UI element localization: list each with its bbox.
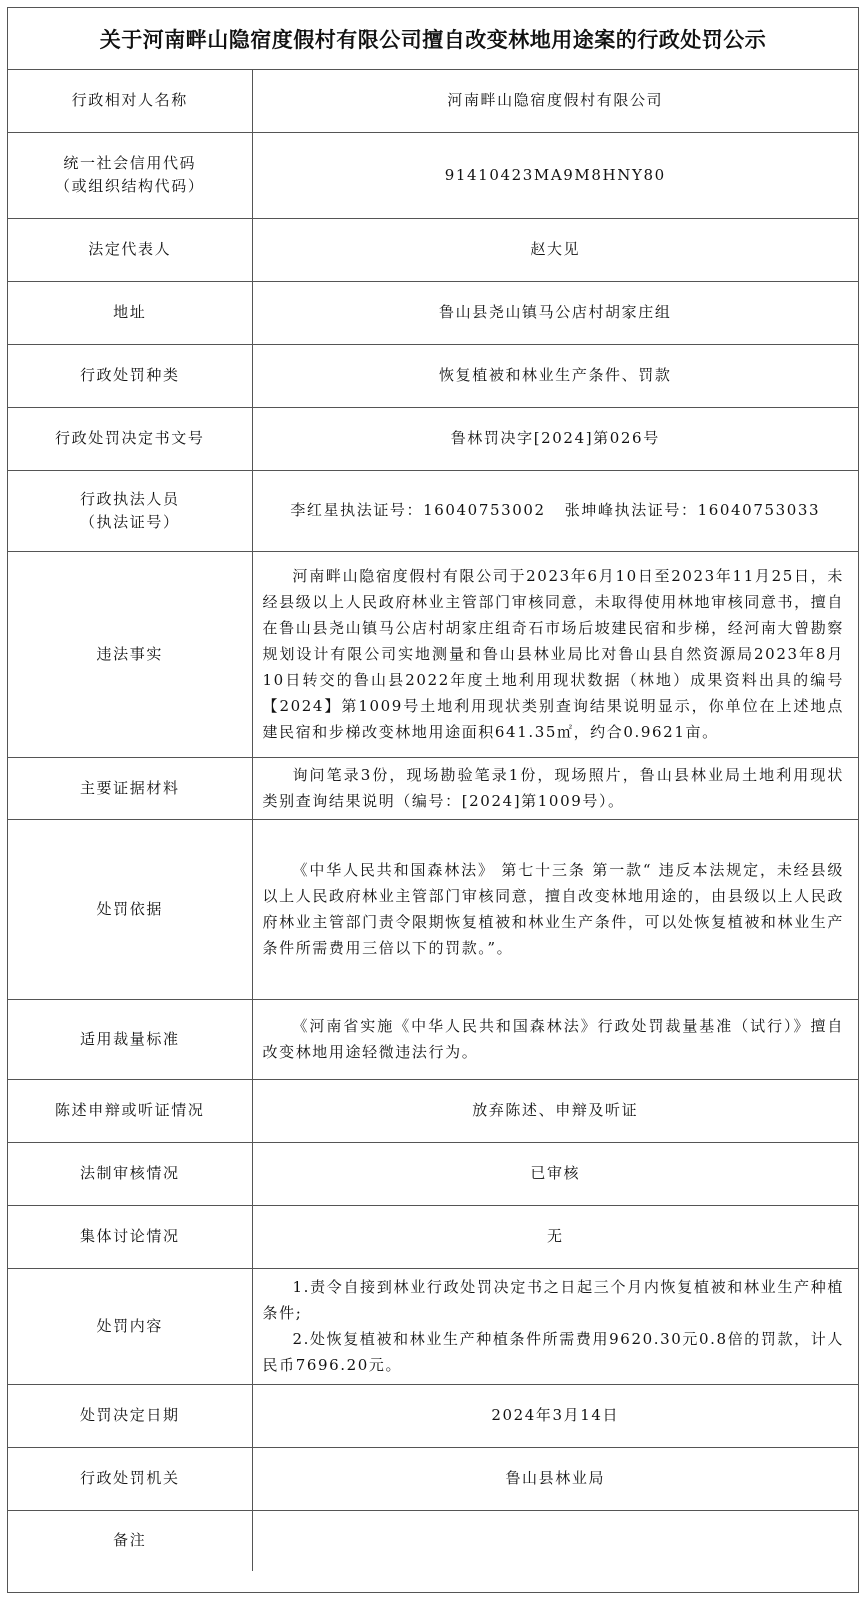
value-remarks <box>252 1510 858 1571</box>
label-remarks: 备注 <box>8 1510 252 1571</box>
label-address: 地址 <box>8 281 252 344</box>
label-authority: 行政处罚机关 <box>8 1447 252 1510</box>
row-address <box>8 281 858 344</box>
value-address: 鲁山县尧山镇马公店村胡家庄组 <box>252 281 858 344</box>
label-officers-line2: （执法证号） <box>79 512 180 531</box>
value-standard <box>252 999 858 1079</box>
label-decision-date: 处罚决定日期 <box>8 1384 252 1447</box>
row-penalty-type <box>8 344 858 407</box>
standard-text: 《河南省实施《中华人民共和国森林法》行政处罚裁量基准（试行）》擅自改变林地用途轻微违法行为。 <box>262 1017 844 1061</box>
row-collective <box>8 1205 858 1268</box>
facts-text: 河南畔山隐宿度假村有限公司于2023年6月10日至2023年11月25日，未经县级以上人民政府林业主管部门审核同意，未取得使用林地审核同意书，擅自在鲁山县尧山镇马公店村胡家庄组奇石市场后坡建民宿和步梯，经河南大曾勘察规划设计有限公司实地测量和鲁山县林业局比对鲁山县自然资源局2023年8月10日转交的鲁山县2022年度土地利用现状数据（林地）成果资料出具的编号【2024】第1009号土地利用现状类别查询结果说明显示，你单位在上述地点建民宿和步梯改变林地用途面积641.35㎡，约合0.9621亩。 <box>262 567 844 741</box>
value-legal-review: 已审核 <box>252 1142 858 1205</box>
label-credit-code-line2: （或组织结构代码） <box>55 177 205 195</box>
value-defense: 放弃陈述、申辩及听证 <box>252 1079 858 1142</box>
content-item-1: 1.责令自接到林业行政处罚决定书之日起三个月内恢复植被和林业生产种植条件; <box>262 1278 844 1322</box>
value-officers: 李红星执法证号：16040753002 张坤峰执法证号：16040753033 <box>252 470 858 551</box>
row-standard <box>8 999 858 1079</box>
label-legal-rep: 法定代表人 <box>8 218 252 281</box>
row-facts <box>8 551 858 757</box>
value-decision-no: 鲁林罚决字[2024]第026号 <box>252 407 858 470</box>
row-remarks <box>8 1510 858 1571</box>
row-legal-review <box>8 1142 858 1205</box>
value-authority: 鲁山县林业局 <box>252 1447 858 1510</box>
value-basis <box>252 819 858 999</box>
value-decision-date: 2024年3月14日 <box>252 1384 858 1447</box>
label-officers-line1: 行政执法人员 <box>79 489 180 508</box>
label-basis: 处罚依据 <box>8 819 252 999</box>
page-title: 关于河南畔山隐宿度假村有限公司擅自改变林地用途案的行政处罚公示 <box>8 8 858 70</box>
row-decision-date <box>8 1384 858 1447</box>
row-defense <box>8 1079 858 1142</box>
label-standard: 适用裁量标准 <box>8 999 252 1079</box>
row-authority <box>8 1447 858 1510</box>
value-penalty-type: 恢复植被和林业生产条件、罚款 <box>252 344 858 407</box>
label-defense: 陈述申辩或听证情况 <box>8 1079 252 1142</box>
row-legal-rep <box>8 218 858 281</box>
evidence-text: 询问笔录3份，现场勘验笔录1份，现场照片，鲁山县林业局土地利用现状类别查询结果说明（编号：[2024]第1009号）。 <box>262 766 844 810</box>
label-facts: 违法事实 <box>8 551 252 757</box>
label-party-name: 行政相对人名称 <box>8 70 252 132</box>
value-content <box>252 1268 858 1384</box>
value-legal-rep: 赵大见 <box>252 218 858 281</box>
content-item-2: 2.处恢复植被和林业生产种植条件所需费用9620.30元0.8倍的罚款，计人民币7696.20元。 <box>262 1330 844 1374</box>
row-party-name <box>8 70 858 132</box>
label-collective: 集体讨论情况 <box>8 1205 252 1268</box>
row-credit-code <box>8 132 858 218</box>
label-content: 处罚内容 <box>8 1268 252 1384</box>
row-decision-no <box>8 407 858 470</box>
label-credit-code-line1: 统一社会信用代码 <box>63 154 197 172</box>
row-officers <box>8 470 858 551</box>
basis-text: 《中华人民共和国森林法》 第七十三条 第一款“ 违反本法规定，未经县级以上人民政府林业主管部门审核同意，擅自改变林地用途的，由县级以上人民政府林业主管部门责令限期恢复植被和林业生产条件，可以处恢复植被和林业生产条件所需费用三倍以下的罚款。”。 <box>262 861 844 957</box>
value-credit-code: 91410423MA9M8HNY80 <box>252 132 858 218</box>
value-collective: 无 <box>252 1205 858 1268</box>
penalty-notice <box>7 7 859 1593</box>
label-legal-review: 法制审核情况 <box>8 1142 252 1205</box>
label-credit-code <box>8 132 252 218</box>
value-evidence <box>252 757 858 819</box>
label-decision-no: 行政处罚决定书文号 <box>8 407 252 470</box>
row-evidence <box>8 757 858 819</box>
value-party-name: 河南畔山隐宿度假村有限公司 <box>252 70 858 132</box>
row-content <box>8 1268 858 1384</box>
label-penalty-type: 行政处罚种类 <box>8 344 252 407</box>
label-officers <box>8 470 252 551</box>
penalty-table <box>8 70 858 1571</box>
row-basis <box>8 819 858 999</box>
label-evidence: 主要证据材料 <box>8 757 252 819</box>
value-facts <box>252 551 858 757</box>
